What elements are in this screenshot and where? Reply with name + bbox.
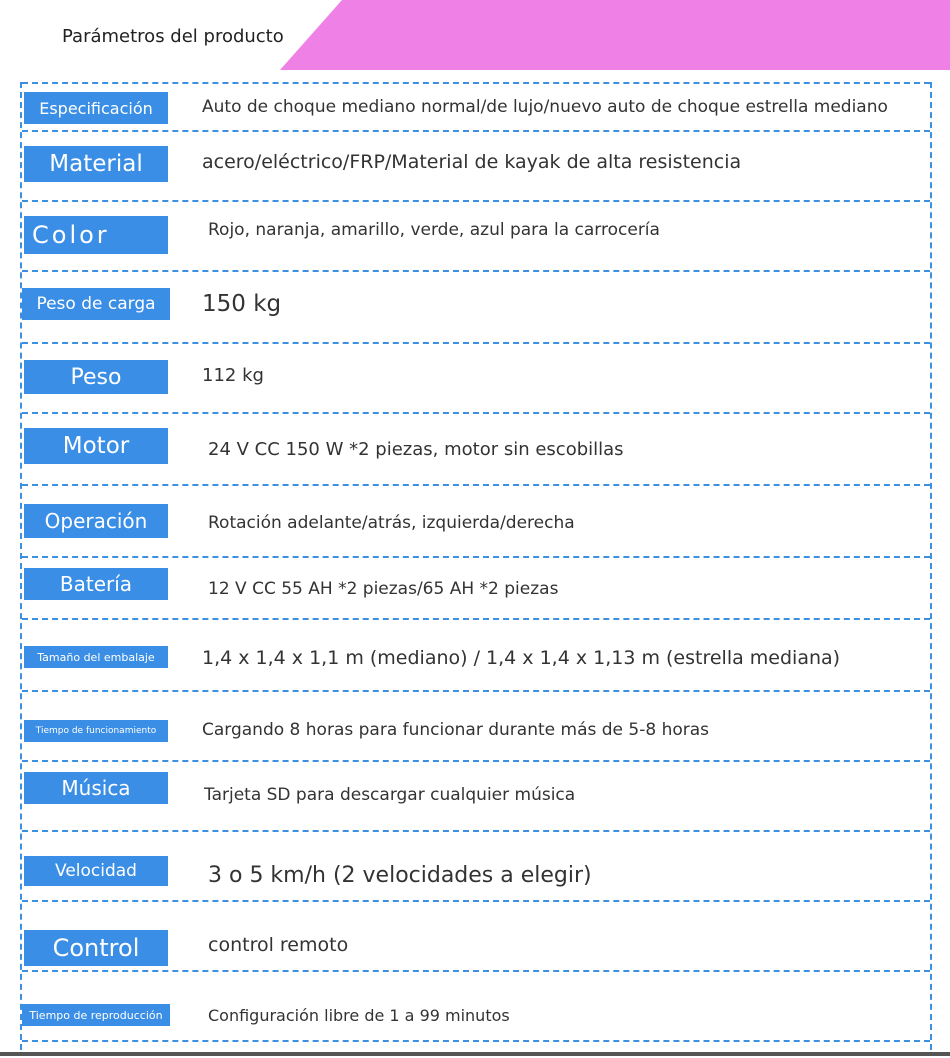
spec-row-peso-de-carga <box>22 270 930 342</box>
spec-row-operacion <box>22 484 930 556</box>
page-title: Parámetros del producto <box>62 26 284 47</box>
spec-row-musica <box>22 760 930 830</box>
spec-label: Especificación <box>24 92 168 124</box>
spec-label: Color <box>24 216 168 254</box>
spec-value: control remoto <box>208 934 349 956</box>
spec-value: 12 V CC 55 AH *2 piezas/65 AH *2 piezas <box>208 579 559 599</box>
spec-row-color <box>22 200 930 270</box>
spec-row-tamano-embalaje <box>22 618 930 690</box>
spec-row-especificacion <box>22 82 930 130</box>
spec-label: Material <box>24 146 168 182</box>
header-banner <box>0 0 950 70</box>
spec-row-tiempo-reproduccion <box>22 970 930 1042</box>
spec-value: 112 kg <box>202 364 264 386</box>
spec-row-material <box>22 130 930 200</box>
spec-value: Tarjeta SD para descargar cualquier música <box>204 785 576 805</box>
spec-value: 1,4 x 1,4 x 1,1 m (mediano) / 1,4 x 1,4 x 1,13 m (estrella mediana) <box>202 647 841 669</box>
spec-label: Tiempo de funcionamiento <box>24 720 168 742</box>
spec-value: 150 kg <box>202 291 282 317</box>
spec-row-velocidad <box>22 830 930 900</box>
spec-row-peso <box>22 342 930 412</box>
spec-value: 3 o 5 km/h (2 velocidades a elegir) <box>208 862 592 888</box>
spec-label: Batería <box>24 568 168 600</box>
spec-value: Rojo, naranja, amarillo, verde, azul para la carrocería <box>208 220 660 240</box>
spec-label: Peso <box>24 360 168 394</box>
spec-label: Tamaño del embalaje <box>24 646 168 668</box>
spec-value: 24 V CC 150 W *2 piezas, motor sin escobillas <box>208 438 624 460</box>
spec-label: Motor <box>24 428 168 464</box>
spec-value: acero/eléctrico/FRP/Material de kayak de alta resistencia <box>202 151 742 173</box>
spec-row-tiempo-funcionamiento <box>22 690 930 760</box>
spec-row-bateria <box>22 556 930 618</box>
spec-label: Control <box>24 930 168 966</box>
spec-value: Auto de choque mediano normal/de lujo/nuevo auto de choque estrella mediano <box>202 97 888 117</box>
spec-label: Música <box>24 772 168 804</box>
bottom-strip <box>0 1052 950 1056</box>
spec-label: Peso de carga <box>22 288 170 320</box>
spec-table <box>20 82 932 1050</box>
spec-value: Configuración libre de 1 a 99 minutos <box>208 1005 510 1025</box>
spec-label: Tiempo de reproducción <box>22 1004 170 1026</box>
spec-row-motor <box>22 412 930 484</box>
spec-value: Cargando 8 horas para funcionar durante más de 5-8 horas <box>202 720 710 740</box>
spec-label: Velocidad <box>24 856 168 886</box>
spec-row-control <box>22 900 930 970</box>
spec-label: Operación <box>24 504 168 538</box>
spec-value: Rotación adelante/atrás, izquierda/derecha <box>208 513 575 533</box>
